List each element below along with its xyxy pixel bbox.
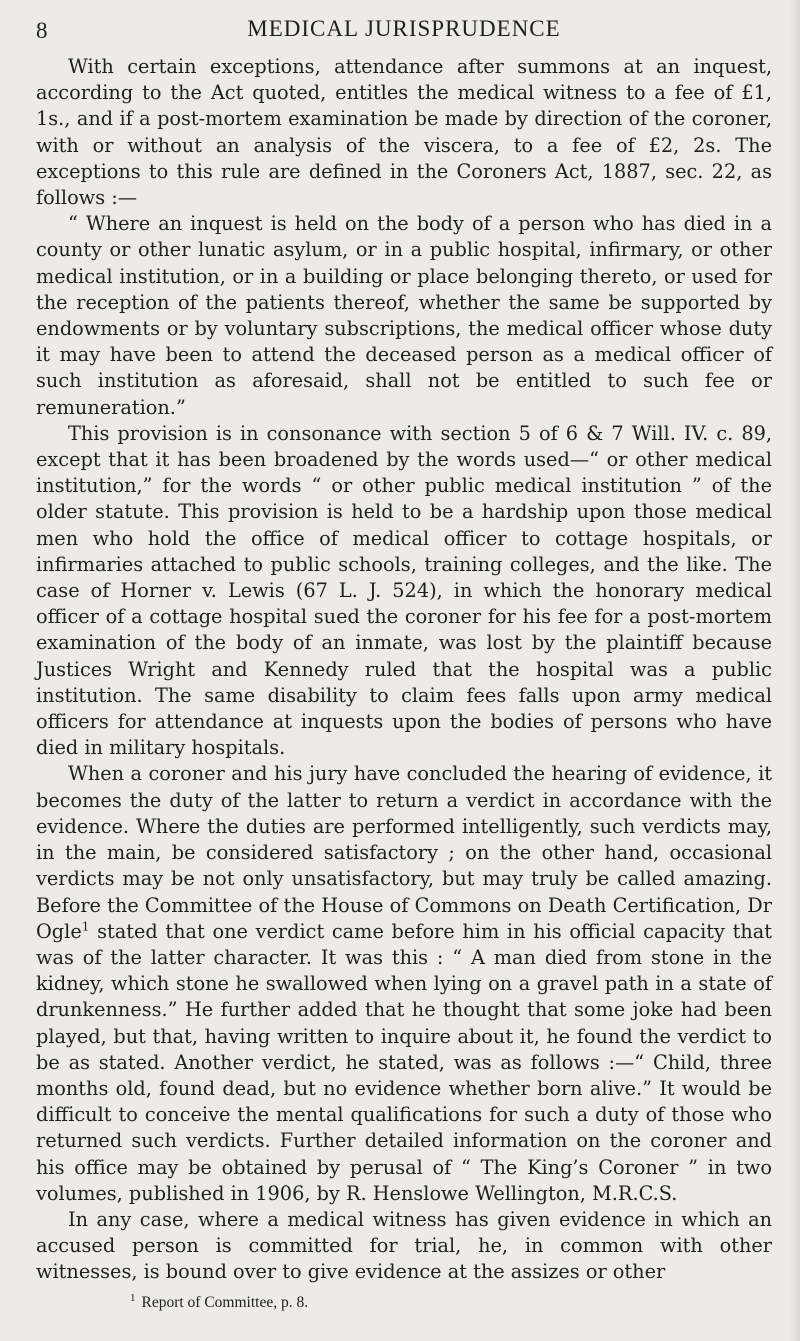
body-text xyxy=(36,54,772,1286)
footnote-reference: 1 xyxy=(81,919,90,934)
page-number: 8 xyxy=(36,18,48,43)
paragraph-verdicts-part2: stated that one verdict came before him in his official capacity that was of the latter character. It was this : “ A man died from stone in the kidney, which stone he swallowed when lying on a gravel path in a state of drunkenness.” He further added that he thought that some joke had been played, but that, having written to inquire about it, he found the verdict to be as stated. Another verdict, he stated, was as follows :—“ Child, three months old, found dead, but no evidence whether born alive.” It would be difficult to conceive the mental qualifications for such a duty of those who returned such verdicts. Further detailed information on the coroner and his office may be obtained by perusal of “ The King’s Coroner ” in two volumes, published in 1906, by R. Henslowe Wellington, M.R.C.S. xyxy=(36,919,772,1205)
footnote xyxy=(36,1288,772,1313)
paragraph-verdicts-part1: When a coroner and his jury have concluded the hearing of evidence, it becomes the duty of the latter to return a verdict in accordance with the evidence. Where the duties are performed intelligently, such verdicts may, in the main, be considered satisfactory ; on the other hand, occasional verdicts may be not only unsatisfactory, but may truly be called amazing. Before the Committee of the House of Commons on Death Certification, Dr Ogle xyxy=(36,762,772,943)
paragraph-act-quotation: “ Where an inquest is held on the body of a person who has died in a county or other lunatic asylum, or in a public hospital, infirmary, or other medical institution, or in a building or place belonging thereto, or used for the reception of the patients thereof, whether the same be supported by endowments or by voluntary subscriptions, the medical officer whose duty it may have been to attend the deceased person as a medical officer of such institution as aforesaid, shall not be entitled to such fee or remuneration.” xyxy=(36,212,772,419)
page-edge-shadow xyxy=(790,0,800,1341)
footnote-mark: 1 xyxy=(130,1291,136,1304)
running-head xyxy=(36,6,772,46)
paragraph-verdicts xyxy=(36,761,772,1206)
paragraph-provision: This provision is in consonance with section 5 of 6 & 7 Will. IV. c. 89, except that it has been broadened by the words used—“ or other medical institution,” for the words “ or other public medical institution ” of the older statute. This provision is held to be a hardship upon those medical men who hold the office of medical officer to cottage hospitals, or infirmaries attached to public schools, training colleges, and the like. The case of Horner v. Lewis (67 L. J. 524), in which the honorary medical officer of a cottage hospital sued the coroner for his fee for a post-mortem examination of the body of an inmate, was lost by the plaintiff because Justices Wright and Kennedy ruled that the hospital was a public institution. The same disability to claim fees falls upon army medical officers for attendance at inquests upon the bodies of persons who have died in military hospitals. xyxy=(36,421,772,760)
paragraph-medical-witness: In any case, where a medical witness has given evidence in which an accused person is committed for trial, he, in common with other witnesses, is bound over to give evidence at the assizes or other xyxy=(36,1207,772,1284)
paragraph-fees: With certain exceptions, attendance after summons at an inquest, according to the Act quoted, entitles the medical witness to a fee of £1, 1s., and if a post-mortem examination be made by direction of the coroner, with or without an analysis of the viscera, to a fee of £2, 2s. The exceptions to this rule are defined in the Coroners Act, 1887, sec. 22, as follows :— xyxy=(36,55,772,210)
footnote-text: Report of Committee, p. 8. xyxy=(141,1293,309,1311)
running-title: MEDICAL JURISPRUDENCE xyxy=(247,16,561,41)
